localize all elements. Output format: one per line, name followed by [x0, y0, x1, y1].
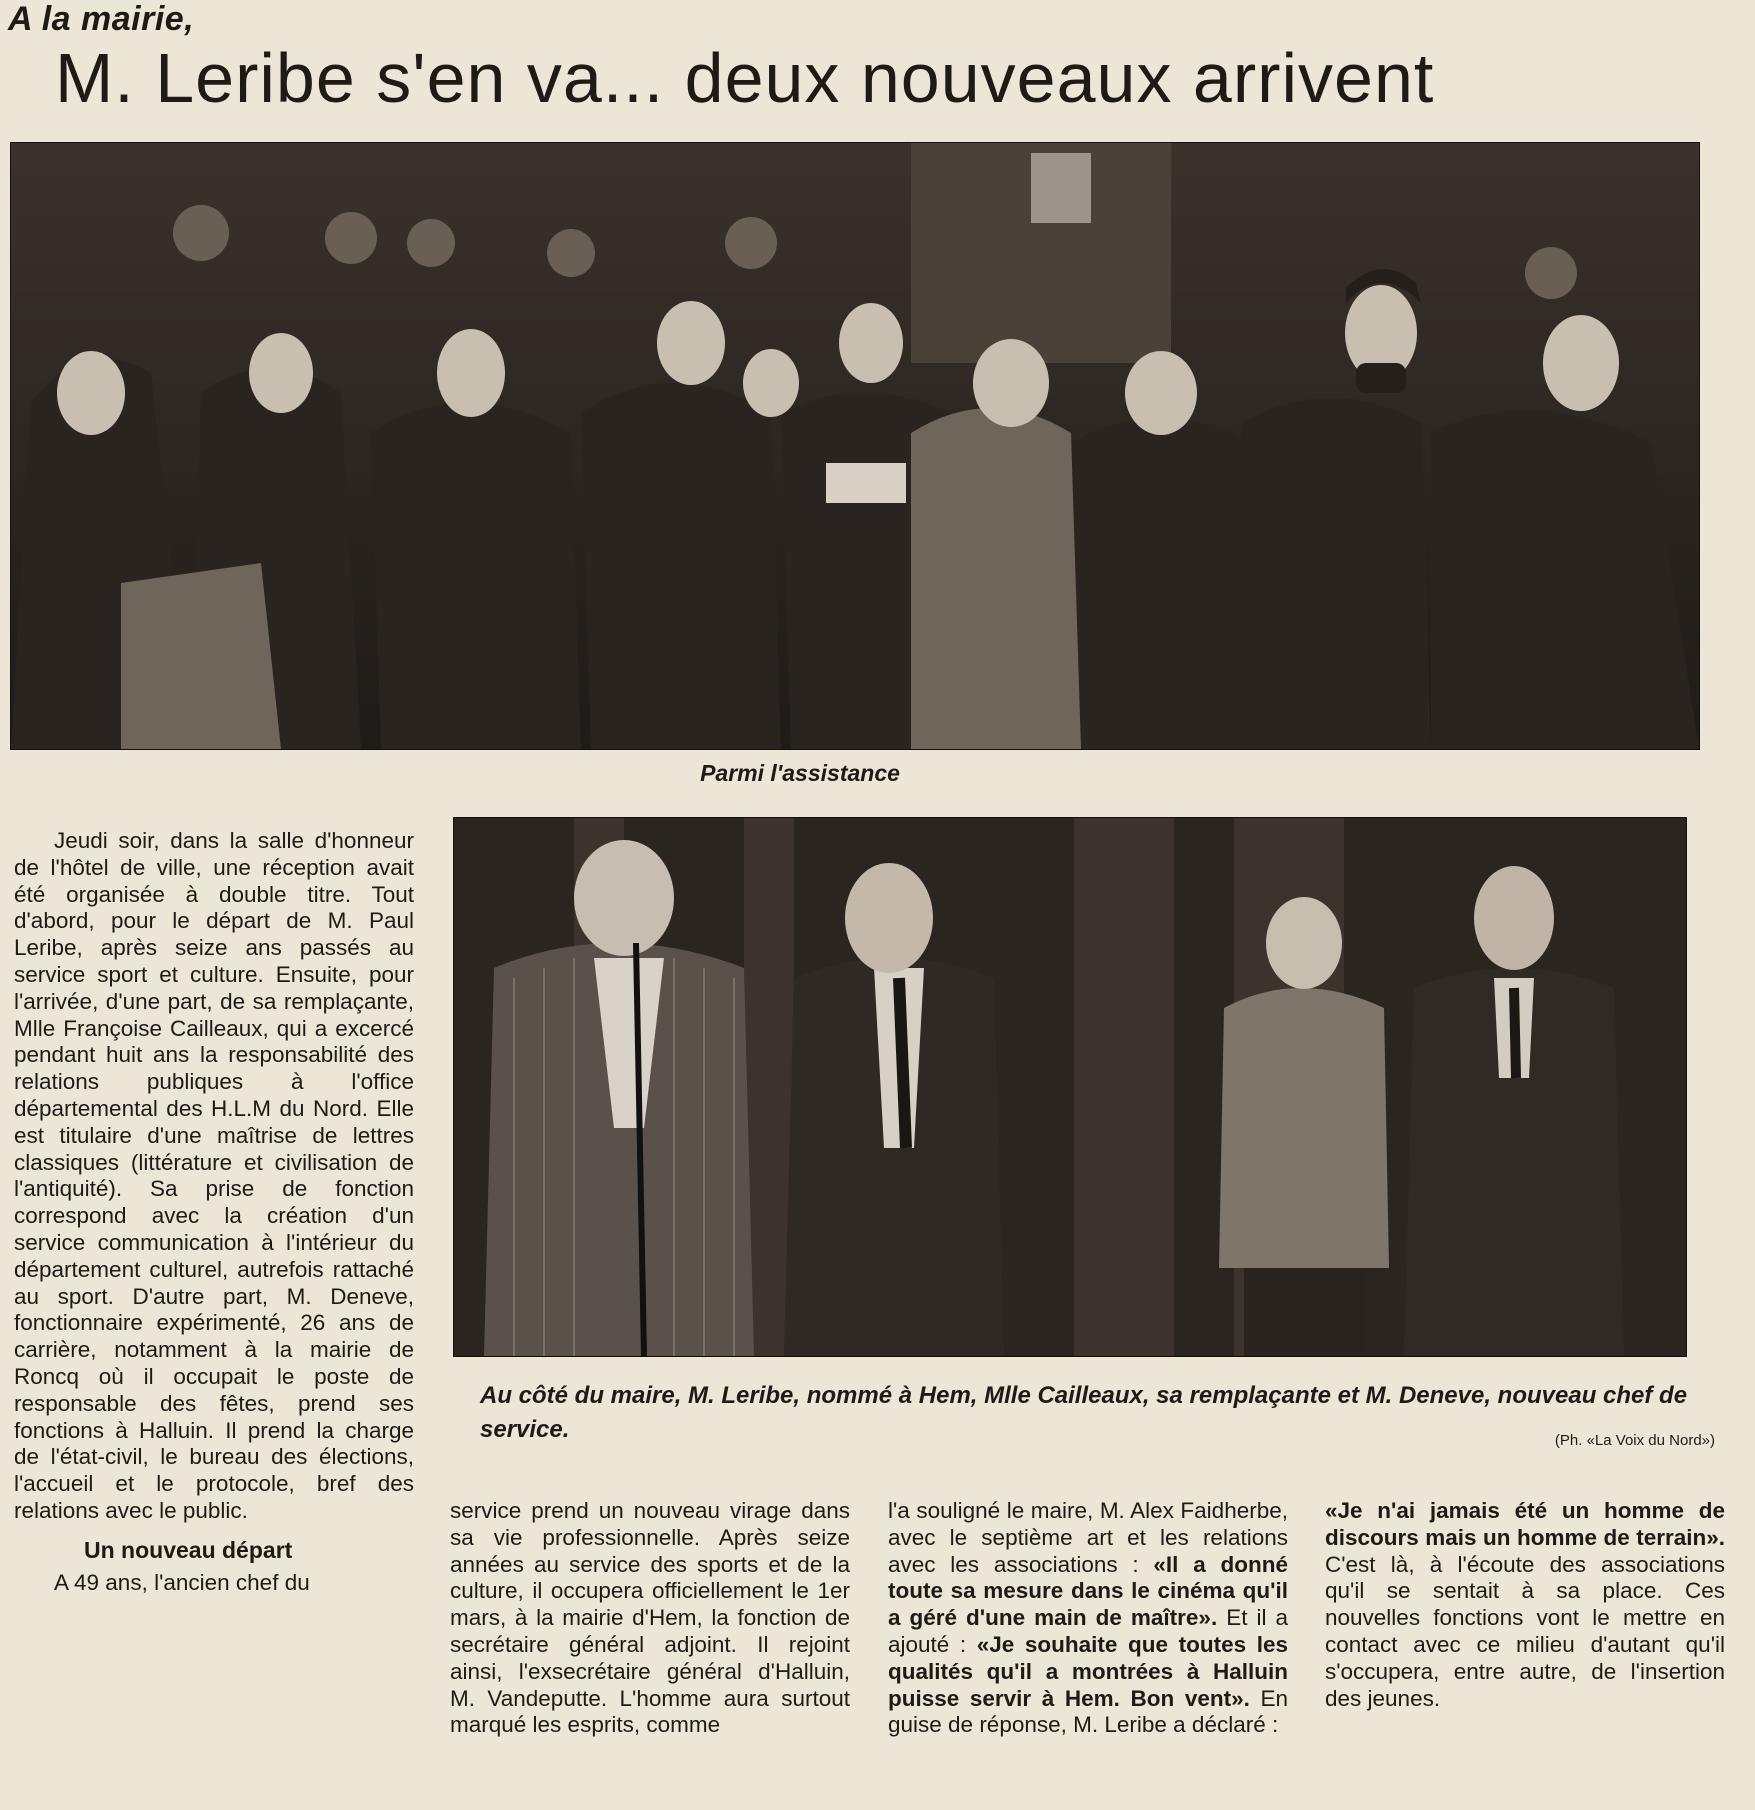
article-paragraph — [1325, 1498, 1725, 1712]
kicker: A la mairie, — [8, 0, 195, 38]
officials-photo-caption: Au côté du maire, M. Leribe, nommé à Hem, Mlle Cailleaux, sa remplaçante et M. Deneve, nouveau chef de service. — [480, 1382, 1688, 1443]
article-column-2 — [450, 1498, 850, 1739]
article-text: l'a souligné le maire, M. Alex Faidherbe, avec le septième art et les relations avec les associations : — [888, 1498, 1288, 1577]
crowd-photo-caption: Parmi l'assistance — [700, 760, 900, 786]
crowd-photo — [10, 142, 1700, 750]
photo-credit: (Ph. «La Voix du Nord») — [1554, 1432, 1715, 1449]
article-paragraph: A 49 ans, l'ancien chef du — [54, 1569, 310, 1595]
article-column-1 — [14, 828, 414, 1596]
article-paragraph: service prend un nouveau virage dans sa vie professionnelle. Après seize années au service des sports et de la culture, il occupera officiellement le 1er mars, à la mairie d'Hem, la fonction de secrétaire général adjoint. Il rejoint ainsi, l'exsecrétaire général d'Halluin, M. Vandeputte. L'homme aura surtout marqué les esprits, comme — [450, 1498, 850, 1738]
quote: «Je n'ai jamais été un homme de discours mais un homme de terrain». — [1325, 1498, 1725, 1550]
article-text: C'est là, à l'écoute des associations qu'il se sentait à sa place. Ces nouvelles fonctions vont le mettre en contact avec ce milieu d'autant qu'il s'occupera, entre autre, de l'insertion des jeunes. — [1325, 1551, 1725, 1711]
headline: M. Leribe s'en va... deux nouveaux arrivent — [55, 39, 1435, 117]
article-paragraph: Jeudi soir, dans la salle d'honneur de l'hôtel de ville, une réception avait été organisée à double titre. Tout d'abord, pour le départ de M. Paul Leribe, après seize ans passés au service sport et culture. Ensuite, pour l'arrivée, d'une part, de sa remplaçante, Mlle Françoise Cailleaux, qui a excercé pendant huit ans la responsabilité des relations publiques à l'office départemental des H.L.M du Nord. Elle est titulaire d'une maîtrise de lettres classiques (littérature et civilisation de l'antiquité). Sa prise de fonction correspond avec la création d'un service communication à l'intérieur du département culturel, autrefois rattaché au sport. D'autre part, M. Deneve, fonctionnaire expérimenté, 26 ans de carrière, notamment à la mairie de Roncq où il occupait le poste de responsable des fêtes, prend ses fonctions à Halluin. Il prend la charge de l'état-civil, le bureau des élections, l'accueil et le protocole, bref des relations avec le public. — [14, 828, 414, 1523]
article-text: Et il a ajouté : — [888, 1605, 1288, 1657]
quote: «Je souhaite que toutes les qualités qu'il a montrées à Halluin puisse servir à Hem. Bon vent». — [888, 1631, 1288, 1711]
article-paragraph — [888, 1498, 1288, 1739]
officials-photo — [453, 817, 1687, 1357]
article-column-4 — [1325, 1498, 1725, 1712]
subheading: Un nouveau départ — [84, 1536, 293, 1563]
article-text: En guise de réponse, M. Leribe a déclaré : — [888, 1685, 1288, 1738]
article-column-3 — [888, 1498, 1288, 1739]
quote: «Il a donné toute sa mesure dans le cinéma qu'il a géré d'une main de maître». — [888, 1551, 1288, 1631]
